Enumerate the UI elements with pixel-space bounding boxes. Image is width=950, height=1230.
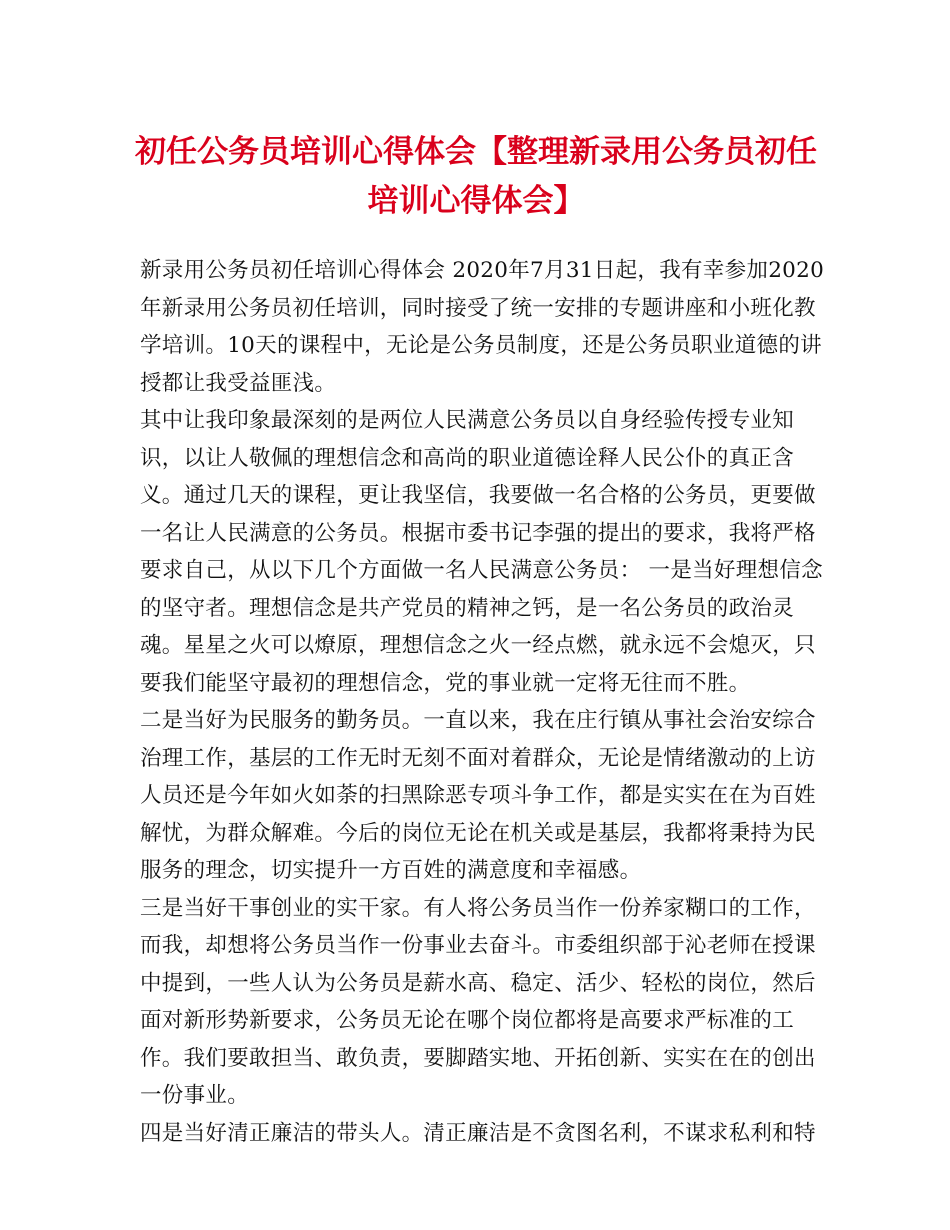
paragraph-5: 四是当好清正廉洁的带头人。清正廉洁是不贪图名利，不谋求私利和特 [140,1120,816,1146]
paragraph-1: 新录用公务员初任培训心得体会 2020年7月31日起，我有幸参加2020年新录用公务员初任培训，同时接受了统一安排的专题讲座和小班化教学培训。10天的课程中，无论是公务员制度，还是公务员职业道德的讲授都让我受益匪浅。 [140,258,825,396]
paragraph-2: 其中让我印象最深刻的是两位人民满意公务员以自身经验传授专业知识，以让人敬佩的理想信念和高尚的职业道德诠释人民公仆的真正含义。通过几天的课程，更让我坚信，我要做一名合格的公务员，更要做一名让人民满意的公务员。根据市委书记李强的提出的要求，我将严格要求自己，从以下几个方面做一名人民满意公务员： 一是当好理想信念的坚守者。理想信念是共产党员的精神之钙，是一名公务员的政治灵魂。星星之火可以燎原，理想信念之火一经点燃，就永远不会熄灭，只要我们能坚守最初的理想信念，党的事业就一定将无往而不胜。 [140,408,823,696]
paragraph-4: 三是当好干事创业的实干家。有人将公务员当作一份养家糊口的工作，而我，却想将公务员当作一份事业去奋斗。市委组织部于沁老师在授课中提到，一些人认为公务员是薪水高、稳定、活少、轻松的岗位，然后面对新形势新要求，公务员无论在哪个岗位都将是高要求严标准的工作。我们要敢担当、敢负责，要脚踏实地、开拓创新、实实在在的创出一份事业。 [140,895,816,1108]
document-title: 初任公务员培训心得体会【整理新录用公务员初任培训心得体会】 [135,134,817,219]
paragraph-3: 二是当好为民服务的勤务员。一直以来，我在庄行镇从事社会治安综合治理工作，基层的工作无时无刻不面对着群众，无论是情绪激动的上访人员还是今年如火如荼的扫黑除恶专项斗争工作，都是实实在在为百姓解忧，为群众解难。今后的岗位无论在机关或是基层，我都将秉持为民服务的理念，切实提升一方百姓的满意度和幸福感。 [140,708,816,883]
document-body [140,252,825,1152]
